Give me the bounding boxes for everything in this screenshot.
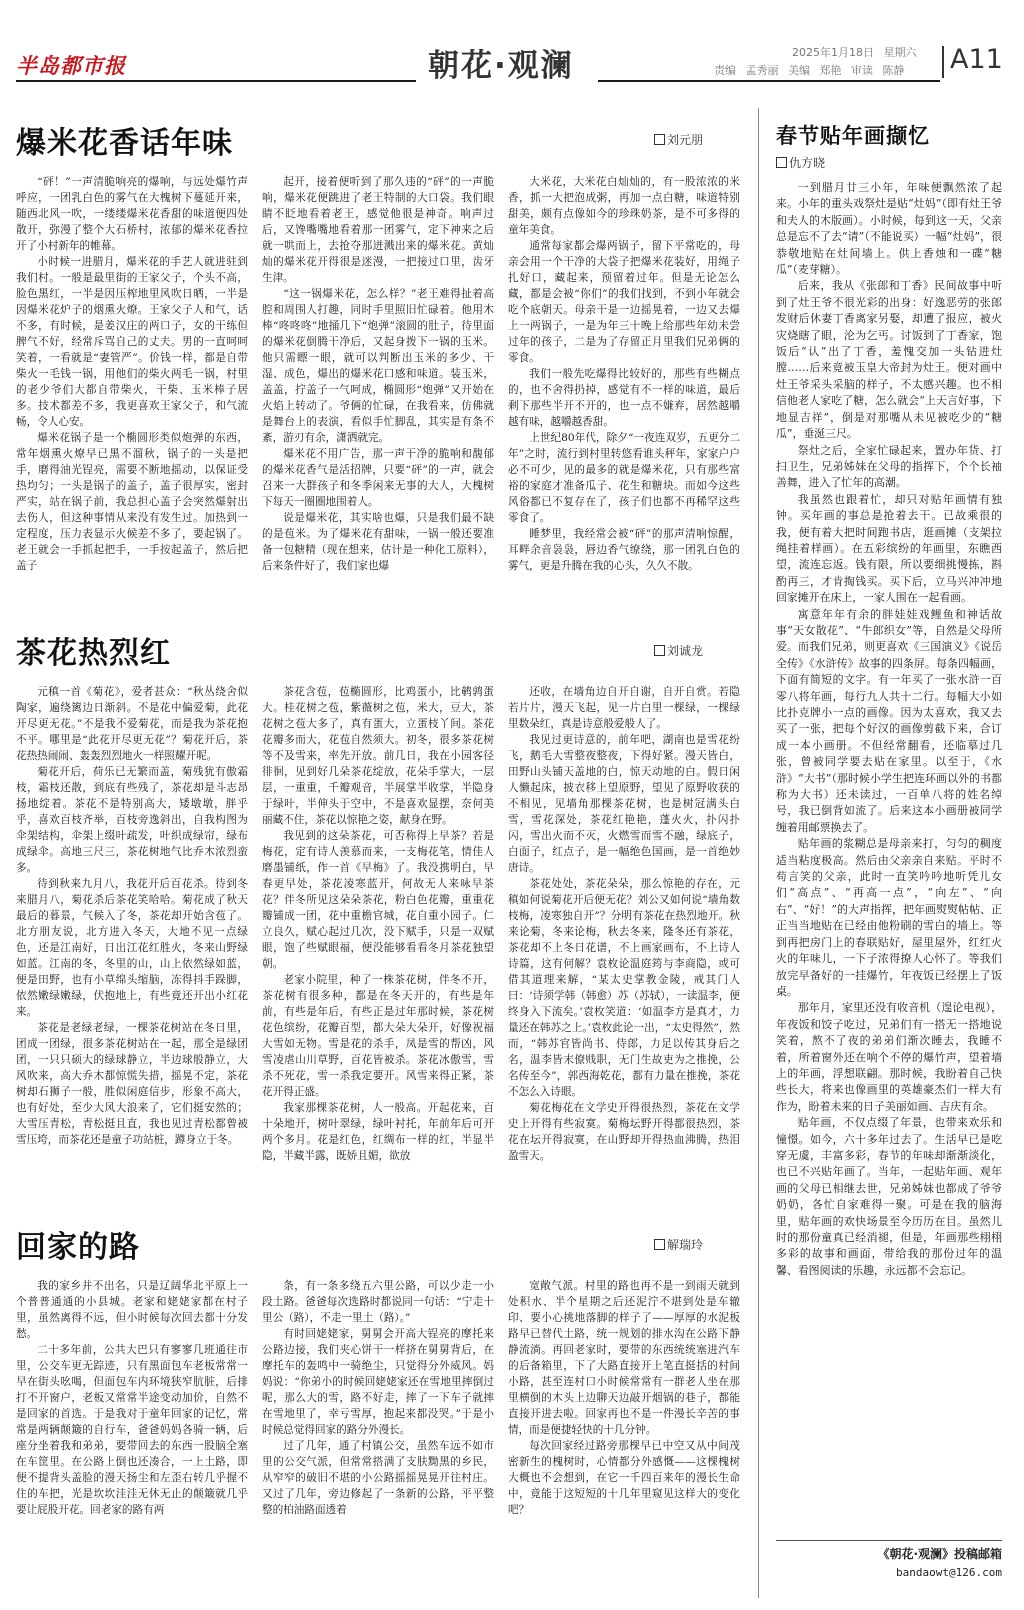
submission-mailbox — [776, 1545, 1002, 1579]
paragraph: 茶花是老绿老绿，一棵茶花树站在冬日里，团成一团绿，很多茶花树站在一起，那全是绿团团，一只只硕大的绿球静立，半边球般静立，大风吹来，高大乔木都惊慌失措，摇晃不定，茶花树却石狮子一般，胜似闲庭信步，形象不高大，也有好处，至少大风大浪来了，它们挺安然的；大雪压青松，青松挺且直，我也见过青松都曾被雪压垮，而茶花还是童子功站桩，蹲身立于冬。 — [16, 1022, 248, 1146]
paragraph: 寓意年年有余的胖娃娃戏鲤鱼和神话故事“天女散花”、“牛郎织女”等，自然是父母所爱。而我们兄弟，则更喜欢《三国演义》《说岳全传》《水浒传》故事的四条屏。每条四幅画，下面有简短的文字。有一年买了一张水浒一百零八将年画，每行九人共十二行。每幅大小如比扑克牌小一点的画像。因为太喜欢，我又去买了一张，把每个好汉的画像剪截下来，合订成一本小画册。不但经常翻看，还临摹过几张，曾被同学要去贴在家里。以至于，《水浒》“大书”（那时候小学生把连环画以外的书都称为大书）还未读过，一百单八将的姓名绰号，我已倒背如流了。后来这本小画册被同学缠着用邮票换去了。 — [776, 607, 1002, 834]
article-column — [508, 1278, 740, 1598]
side-article-body — [776, 180, 1002, 1532]
paragraph: 贴年画，不仅点缀了年景，也带来欢乐和憧憬。如今，六十多年过去了。生活早已是吃穿无虞，丰富多彩，春节的年味却渐渐淡化，也已不兴贴年画了。当年，一起贴年画、观年画的父母已相继去世，兄弟姊妹也都成了爷爷奶奶，各忙自家难得一聚。可是在我的脑海里，贴年画的欢快场景至今历历在目。虽然儿时的那份童真已经消褪，但是，年画那些栩栩多彩的故事和画面，带给我的那份过年的温馨、看图阅读的乐趣，永远都不会忘记。 — [776, 1116, 1002, 1277]
paragraph: 茶花含苞，苞椭圆形，比鸡蛋小，比鹌鹑蛋大。桂花树之苞，紫薇树之苞，米大，豆大，茶花树之苞大多了，真有蛋大，立蛋枝丫间。茶花花瓣多而大，花苞自然须大。初冬，很多茶花树等不及雪来，率先开放。前几日，我在小园客径徘徊，见到好几朵茶花绽放，花朵手掌大，一层层，一重重，千瓣观音，半展掌半收掌，半隐身于绿叶，半伸头于空中，不是喜欢显摆，奈何美丽藏不住，茶花以惊艳之姿，献身在野。 — [262, 686, 494, 826]
paragraph: 我的家乡并不出名，只是辽阔华北平原上一个普普通通的小县城。老家和姥姥家都在村子里，虽然离得不远，但小时候每次回去都十分发愁。 — [16, 1280, 248, 1340]
staff-credits — [714, 62, 911, 78]
paragraph: 条，有一条多绕五六里公路，可以少走一小段土路。爸爸每次选路时都说同一句话：“宁走十里公（路），不走一里土（路）。” — [262, 1280, 494, 1324]
paragraph: “这一锅爆米花，怎么样？”老王难得扯着高腔和周围人打趣，同时手里照旧忙碌着。他用木棒“咚咚咚”地捅几下“炮弹”滚圆的肚子，待里面的爆米花倒腾干净后，又起身拨下一锅的玉米。他只需瞟一眼，就可以判断出玉米的多少、干湿、成色，爆出的爆米花口感和味道。装玉米，盖盖，拧盖子一气呵成，椭圆形“炮弹”又开始在火焰上转动了。爷俩的忙碌，在我看来，仿佛就是舞台上的表演，看似手忙脚乱，其实是有条不紊，游刃有余，潇洒就完。 — [262, 288, 494, 444]
section-title: 朝花·观澜 — [428, 48, 574, 84]
article-column — [508, 174, 740, 604]
paragraph: 小时候一进腊月，爆米花的手艺人就进驻到我们村。一般是最里街的王家父子，个头不高，脸色黑红，一半是因压榨地里风吹日晒，一半是因爆米花炉子的烟熏火燎。王家父子人和气，话不多，有时候，是姜汉庄的两口子，女的干练但脾气不好，经常斥骂自己的丈夫。男的一直呵呵笑着，一看就是“妻管严”。价钱一样，都是自带柴火一毛钱一锅，用他们的柴火两毛一锅，村里的老少爷们大都自带柴火，干柴、玉米棒子居多。技术都差不多，我更喜欢王家父子，和气流畅，令人心安。 — [16, 256, 248, 428]
byline-popcorn: 刘元朋 — [654, 131, 703, 148]
article-column — [262, 174, 494, 604]
paragraph: 待到秋来九月八，我花开后百花杀。待到冬来腊月八，菊花杀后茶花笑哈哈。菊花成了秋天最后的暮景，气候入了冬，茶花却开始含苞了。北方朋友说，北方进入冬天，大地不见一点绿色，还是江南好，日出江花红胜火，冬来山野绿如蓝。江南的冬，冬里的山，山上依然绿如蓝，便是田野，也有小草绵头缩脑，冻得抖手跺脚，依然嫩绿嫩绿，伏抱地上，有些竟还开出小红花来。 — [16, 878, 248, 1018]
newspaper-logo: 半岛都市报 — [16, 53, 126, 78]
mailbox-address[interactable]: bandaowt@126.com — [896, 1566, 1002, 1579]
staff-person: 陈静 — [882, 64, 905, 77]
byline-road: 解瑞玲 — [654, 1236, 703, 1253]
article-column — [262, 1278, 494, 1598]
staff-role: 责编 — [714, 64, 736, 77]
paragraph: 菊花梅花在文学史开得很热烈，茶花在文学史上开得有些寂寞。菊梅坛野开得都很热烈，茶花在坛开得寂寞，在山野却开得热血沸腾，热泪盈雪天。 — [508, 1102, 740, 1162]
paragraph: 过了几年，通了村镇公交，虽然车远不如市里的公交气派，但常常搭满了支肤黝黑的乡民，从窄窄的破旧不堪的小公路摇摇晃晃开往村庄。又过了几年，旁边修起了一条新的公路，平平整整的柏油路面透着 — [262, 1440, 494, 1516]
page-number: A11 — [950, 44, 1003, 75]
paragraph: 起开，接着便听到了那久违的“砰”的一声脆响，爆米花便跳进了老王特制的大口袋。我们眼睛不眨地看着老王，感觉他很是神奇。响声过后，又馋嘴嘴地看着那一团雾气，定下神来之后就一哄而上，去抢夺那迸溅出来的爆米花。黄灿灿的爆米花开得很是迷漫，一把接过口里，齿牙生津。 — [262, 176, 494, 284]
staff-role: 审读 — [851, 64, 873, 77]
paragraph: 还收，在墙角边自开自谢，自开自赏。若隐若片片，漫天飞起，见一片白里一棵绿，一棵绿里数朵红，真是诗意般爱般人了。 — [508, 686, 740, 730]
side-article-byline: 仇方晓 — [776, 154, 825, 171]
article-column — [508, 684, 740, 1194]
article-column — [16, 1278, 248, 1598]
mailbox-title: 《朝花·观澜》投稿邮箱 — [877, 1547, 1002, 1561]
masthead-rule-left — [16, 80, 416, 82]
masthead-rule-right — [598, 80, 940, 82]
paragraph: 那年月，家里还没有收音机（遑论电视），年夜饭和饺子吃过，兄弟们有一搭无一搭地说笑着，熬不了夜的弟弟们渐次睡去，我睡不着，所着窗外还在响个不停的爆竹声，望着墙上的年画，浮想联翩。那时候，我盼着自己快些长大，将来也像画里的英雄豪杰们一样大有作为，盼着未来的日子美丽如画、吉庆有余。 — [776, 1001, 1002, 1113]
staff-role: 美编 — [788, 64, 810, 77]
side-article-title: 春节贴年画撷忆 — [776, 124, 930, 148]
paragraph: 祭灶之后，全家忙碌起来，置办年货、打扫卫生，兄弟姊妹在父母的指挥下，个个长袖善舞，进入了忙年的高潮。 — [776, 443, 1002, 490]
paragraph: 宽敞气派。村里的路也再不是一到雨天就到处积水、半个星期之后还泥泞不堪到处是车辙印、要小心挑地落脚的样子了——厚厚的水泥板路早已替代土路，统一规划的排水沟在公路下静静流淌。再回老家时，要带的东西统统塞进汽车的后备箱里，下了大路直接开上笔直挺括的村间小路，甚至连村口小时候常常有一群老人坐在那里横倒的木头上边聊天边敲开烟锅的巷子，都能直接开进去啦。回家再也不是一件漫长辛苦的事情，而是便捷轻快的十几分钟。 — [508, 1280, 740, 1436]
paragraph: 元稹一首《菊花》，爱者甚众：“秋丛绕舍似陶家，遍绕篱边日渐斜。不是花中偏爱菊，此花开尽更无花。”不是我不爱菊花，而是我为茶花抱不平。哪里是“此花开尽更无花”？菊花开后，茶花热热闹闹、轰轰烈烈地火一样照耀开呢。 — [16, 686, 248, 762]
paragraph: 睡梦里，我经常会被“砰”的那声清响惊醒，耳畔余音袅袅，唇边香气缭绕，那一团乳白色的雾气，更是升腾在我的心头，久久不散。 — [508, 528, 740, 572]
paragraph: 每次回家经过路旁那棵早已中空又从中间茂密新生的槐树时，心情都分外感慨——这棵槐树大概也不会想到，在它一千四百来年的漫长生命中，竟能于这短短的十几年里窥见这样大的变化吧？ — [508, 1440, 740, 1516]
paragraph: 贴年画的浆糊总是母亲来打，匀匀的稠度适当粘度极高。然后由父亲亲自来贴。平时不苟言笑的父亲，此时一直笑吟吟地听凭儿女们“高点”、“再高一点”，“向左”、“向右”、“好！”的大声指挥，把年画熨熨帖帖、正正当当地贴在已经由他粉刷的雪白的墙上。等到再把房门上的春联贴好，屋里屋外，红红火火的年味儿，一下子浓得撩人心怀了。等我们放完早备好的一挂爆竹，年夜饭已经摆上了饭桌。 — [776, 837, 1002, 998]
paragraph: 上世纪80年代，除夕“一夜连双岁，五更分二年”之时，流行到村里转悠看谁头秤年，家家户户必不可少，见的最多的就是爆米花，只有那些富裕的家庭才准备瓜子、花生和糖块。而如今这些风俗都已不复存在了，孩子们也都不再稀罕这些零食了。 — [508, 432, 740, 524]
byline-camellia: 刘诚龙 — [654, 642, 703, 659]
masthead — [0, 0, 1024, 92]
paragraph: 我家那棵茶花树，人一般高。开起花来，百十朵地开，树叶翠绿，绿叶衬托，年前年后可开两个多月。花是红色，红绸布一样的红，半显半隐，半藏半露，既娇且媚，欲放 — [262, 1102, 494, 1162]
paragraph: 通常每家都会爆两锅子，留下平常吃的，母亲会用一个干净的大袋子把爆米花装好，用绳子扎好口，藏起来，预留着过年。但是无论怎么藏，都是会被“你们”的我们找到，不到小年就会吃个底朝天。母亲干是一边摇晃着，一边又去爆上一两锅子，一是为年三十晚上给那些年幼未尝过年的孩子，二是为了存留正月里我们兄弟俩的零食。 — [508, 240, 740, 364]
weekday-text: 星期六 — [883, 46, 917, 59]
paragraph: 老家小院里，种了一株茶花树，伴冬不开，茶花树有很多种，都是在冬天开的，有些是年前，有些是年后，有些正是过年那时候，茶花树花色缤纷，花瓣百型，都大朵大朵开，好像祝福大雪如无物。雪是花的杀手，凤是雪的帮凶，风雪凌虐山川草野，百花皆被杀。茶花冰傲雪，雪杀不死花，雪一杀我定要开。风雪来得正紧，茶花开得正盛。 — [262, 974, 494, 1098]
paragraph: 爆米花锅子是一个椭圆形类似炮弹的东西，常年烟熏火燎早已黑不溜秋，锅子的一头是把手，磨得油光锃亮，需要不断地摇动，以保证受热均匀；一头是锅子的盖子，盖子很厚实，密封严实，站在锅子前，我总担心盖子会突然爆射出去伤人，但这种事情从来没有发生过。加热到一定程度，压力表显示火候差不多了，要起锅了。老王就会一手抓起把手，一手按起盖子，然后把盖子 — [16, 432, 248, 572]
paragraph: 大米花，大米花白灿灿的，有一股浓浓的米香，抓一大把泡成粥，再加一点白糖，味道特别甜美，颇有点像如今的珍珠奶茶，是不可多得的童年美食。 — [508, 176, 740, 236]
issue-date — [792, 44, 923, 60]
paragraph: 爆米花不用广告，那一声干净的脆响和馥郁的爆米花香气是活招牌，只要“砰”的一声，就会召来一大群孩子和冬季闲来无事的大人，大槐树下每天一圈圈地围着人。 — [262, 448, 494, 508]
article-column — [16, 684, 248, 1194]
paragraph: 我们一般先吃爆得比较好的，那些有些糊点的，也不舍得扔掉，感觉有不一样的味道，最后剩下那些半开不开的，也一点不嫌弃，居然越嚼越有味，越嚼越香甜。 — [508, 368, 740, 428]
paragraph: 说是爆米花，其实啥也爆，只是我们最不缺的是苞米。为了爆米花有甜味，一锅一般还要准备一包糖精（现在想来，估计是一种化工原料），后来条件好了，我们家也爆 — [262, 512, 494, 572]
column-divider — [758, 108, 759, 1598]
article-title-camellia: 茶花热烈红 — [16, 636, 171, 671]
staff-person: 郑艳 — [819, 64, 842, 77]
paragraph: 菊花开后，荷乐已无繁而盖，菊残犹有傲霜枝，霜枝还散，到底有些残了，茶花却是斗志昂扬地绽着。茶花不是特别高大，矮墩墩，胖乎乎，喜欢百枝齐举，百枝旁逸斜出，自我构图为伞架结构，伞架上缀叶疏发，叶织成绿帘，绿布成绿伞。高地三尺三，茶花树地气比乔木浓烈蛮多。 — [16, 766, 248, 874]
article-column — [16, 174, 248, 604]
paragraph: 我见过更诗意的，前年吧，湖南也是雪花纷飞，鹅毛大雪整夜整夜，下得好紧。漫天皆白，田野山头铺天盖地的白，惊天动地的白。假日闲人懒起床，披衣移上望原野，望见了原野收获的不相见，见墙角那棵茶花树，也是树冠满头白雪，雪花深处，茶花红艳艳，蓬火火，扑闪扑闪，雪出火而不灭，火燃雪而雪不融，绿底子，白面子，红点子，是一幅绝色国画，是一首绝妙唐诗。 — [508, 734, 740, 874]
paragraph: 我虽然也跟着忙，却只对贴年画情有独钟。买年画的事总是抢着去干。已故乘很的我，便有着大把时间跑书店，逛画摊（支架拉绳挂着样画）。在五彩缤纷的年画里，东瞧西望，流连忘返。钱有限，所以要细挑慢拣，斟酌再三，才肯掏钱买。买下后，立马兴冲冲地回家摊开在床上，一家人围在一起看画。 — [776, 492, 1002, 605]
paragraph: 茶花处处，茶花朵朵，那么惊艳的存在，元稹如何说菊花开后便无花？刘公又如何说“墙角数枝梅，凌寒独自开”？分明有茶花在热烈地开。秋来论菊，冬来论梅，秋去冬来，隆冬还有茶花，茶花却不上冬日花谱，不上画家画布，不上诗人诗篇，这有何解？袁枚论温庭筠与李商隐，或可借其道理来解，“某太史掌教金陵，戒其门人曰：‘诗须学韩（韩愈）苏（苏轼），一读温李，便终身入下流矣。’袁枚笑道：‘如温李方是真才，力量还在韩苏之上。’袁枚此论一出，“太史得然”，然而，“韩苏官皆尚书、侍郎，力足以传其身后之名，温李皆末僚贱职，无门生故吏为之推挽，公名传至今”，郭西海乾花，都有力量在推挽，茶花不怎么入诗眼。 — [508, 878, 740, 1098]
staff-person: 孟秀丽 — [745, 64, 779, 77]
paragraph: 有时回姥姥家，舅舅会开高大锃亮的摩托来公路边接，我们夹心饼干一样挤在舅舅背后，在摩托车的轰鸣中一骑绝尘，只觉得分外威风。妈妈说：“你弟小的时候回姥姥家还在雪地里摔倒过呢，那么大的雪，路不好走，摔了一下车子就摔在雪地里了，幸亏雪厚，抱起来都没哭。”于是小时候总觉得回家的路分外漫长。 — [262, 1328, 494, 1436]
mailbox-rule — [776, 1540, 1002, 1541]
paragraph: 我见到的这朵茶花，可否称得上早茶？若是梅花，定有诗人羡慕而来，一支梅花笔，情佳人磨墨铺纸，作一首《早梅》了。我没携明白，早春更早处，茶花凌寒蓝开，何故无人来咏早茶花？伴冬所见这朵朵茶花，粉白色花瓣，重重花瓣铺成一团，花中重檐官城，花自重小园子。仁立良久，赋心起过几次，没下赋手，只是一双赋眼，饱了些赋眼福，便没能够看看冬月茶花独望朝。 — [262, 830, 494, 970]
paragraph: 二十多年前，公共大巴只有寥寥几班通往市里，公交车更无踪迹，只有黑面包车老板常常一早在街头吆喝，但面包车内环境狭窄肮脏，后排打不开窗户，老板又常常半途变动加价，自然不是回家的首选。于是我对于童年回家的记忆，常常是两辆颠簸的自行车，爸爸妈妈各骑一辆，后座分坐着我和弟弟，要带回去的东西一股脑全塞在车筐里。在公路上倒也还凑合，一上土路，即便不提背头盖脸的漫天扬尘和左歪右转几乎握不住的车把，光是坎坎洼洼无休无止的颠簸就几乎要让屁股开花。回老家的路有两 — [16, 1344, 248, 1516]
paragraph: 后来，我从《张郎和丁香》民间故事中听到了灶王爷不很光彩的出身：好逸恶劳的张郎发财后休妻丁香离家另娶，却遭了报应，被火灾烧瞎了眼，沦为乞丐。讨饭到了丁香家，饱饭后“认”出了丁香，羞愧交加一头钻进灶膛……后来竟被玉皇大帝封为灶王。便对画中灶王爷采头采脑的样子，不太感兴趣。也不相信他老人家吃了糖，怎么就会“上天言好事，下地显吉祥”，倒是对那嘴从未见被吃少的“糖瓜”，垂涎三尺。 — [776, 279, 1002, 441]
paragraph: “砰！”一声清脆响亮的爆响，与远处爆竹声呼应，一团乳白色的雾气在大槐树下蔓延开来，随西北风一吹，一缕缕爆米花香甜的味道便四处散开，弥漫了整个大石桥村，浓郁的爆米花香拉开了小村新年的帷幕。 — [16, 176, 248, 252]
date-text: 2025年1月18日 — [792, 46, 874, 59]
page-number-bar — [942, 46, 944, 78]
article-title-road: 回家的路 — [16, 1230, 140, 1265]
article-column — [262, 684, 494, 1194]
article-title-popcorn: 爆米花香话年味 — [16, 126, 233, 161]
paragraph: 一到腊月廿三小年，年味便飘然浓了起来。小年的重头戏祭灶是贴“灶妈”（即有灶王爷和夫人的木版画）。小时候，每到这一天，父亲总是忘不了去“请”（不能说买）一幅“灶妈”，很恭敬地贴在灶间墙上。供上香烛和一碟“糖瓜”（麦芽糖）。 — [776, 181, 1002, 277]
